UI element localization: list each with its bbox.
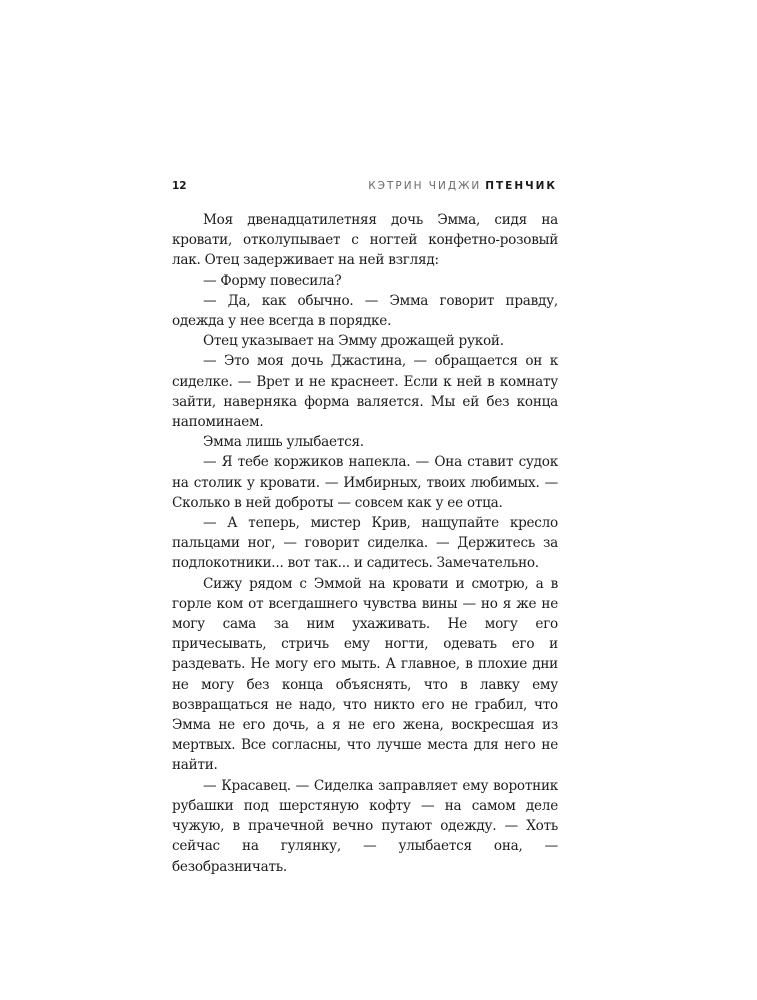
paragraph: Отец указывает на Эмму дрожащей рукой. [203, 333, 504, 350]
paragraph: Сижу рядом с Эммой на кровати и смотрю, а в горле ком от всегдашнего чувства вины — но я же не могу сама за ним ухаживать. Не могу его причесывать, стричь ему ногти, одевать его и раздевать. Не могу его мыть. А главное, в плохие дни не могу без конца объяснять, что в лавку ему возвращаться не надо, что никто его не грабил, что Эмма не его дочь, а я не его жена, воскресшая из мертвых. Все согласны, что лучше места для него не найти. [172, 575, 558, 774]
paragraph: — Форму повесила? [203, 272, 342, 289]
running-head-author: КЭТРИН ЧИДЖИ [368, 180, 482, 192]
paragraph: — Красавец. — Сиделка заправляет ему воротник рубашки под шерстяную кофту — на самом деле чужую, в прачечной вечно путают одежду. — Хоть сейчас на гулянку, — улыбается она, — безобразничать. [172, 777, 558, 875]
running-head-title: ПТЕНЧИК [485, 180, 557, 192]
paragraph: Эмма лишь улыбается. [203, 434, 364, 451]
paragraph: — Я тебе коржиков напекла. — Она ставит судок на столик у кровати. — Имбирных, твоих любимых. — Сколько в ней доброты — совсем как у ее отца. [172, 454, 558, 511]
running-head [368, 176, 557, 196]
paragraph: — Это моя дочь Джастина, — обращается он к сиделке. — Врет и не краснеет. Если к ней в комнату зайти, наверняка форма валяется. Мы ей без конца напоминаем. [172, 353, 558, 431]
paragraph: — Да, как обычно. — Эмма говорит правду, одежда у нее всегда в порядке. [172, 292, 558, 330]
paragraph: — А теперь, мистер Крив, нащупайте кресло пальцами ног, — говорит сиделка. — Держитесь за подлокотники... вот так... и садитесь. Замечательно. [172, 515, 558, 572]
page-number: 12 [172, 180, 187, 192]
body-text [172, 210, 558, 877]
page-header [172, 176, 557, 196]
paragraph: Моя двенадцатилетняя дочь Эмма, сидя на кровати, отколупывает с ногтей конфетно-розовый лак. Отец задерживает на ней взгляд: [172, 212, 558, 269]
